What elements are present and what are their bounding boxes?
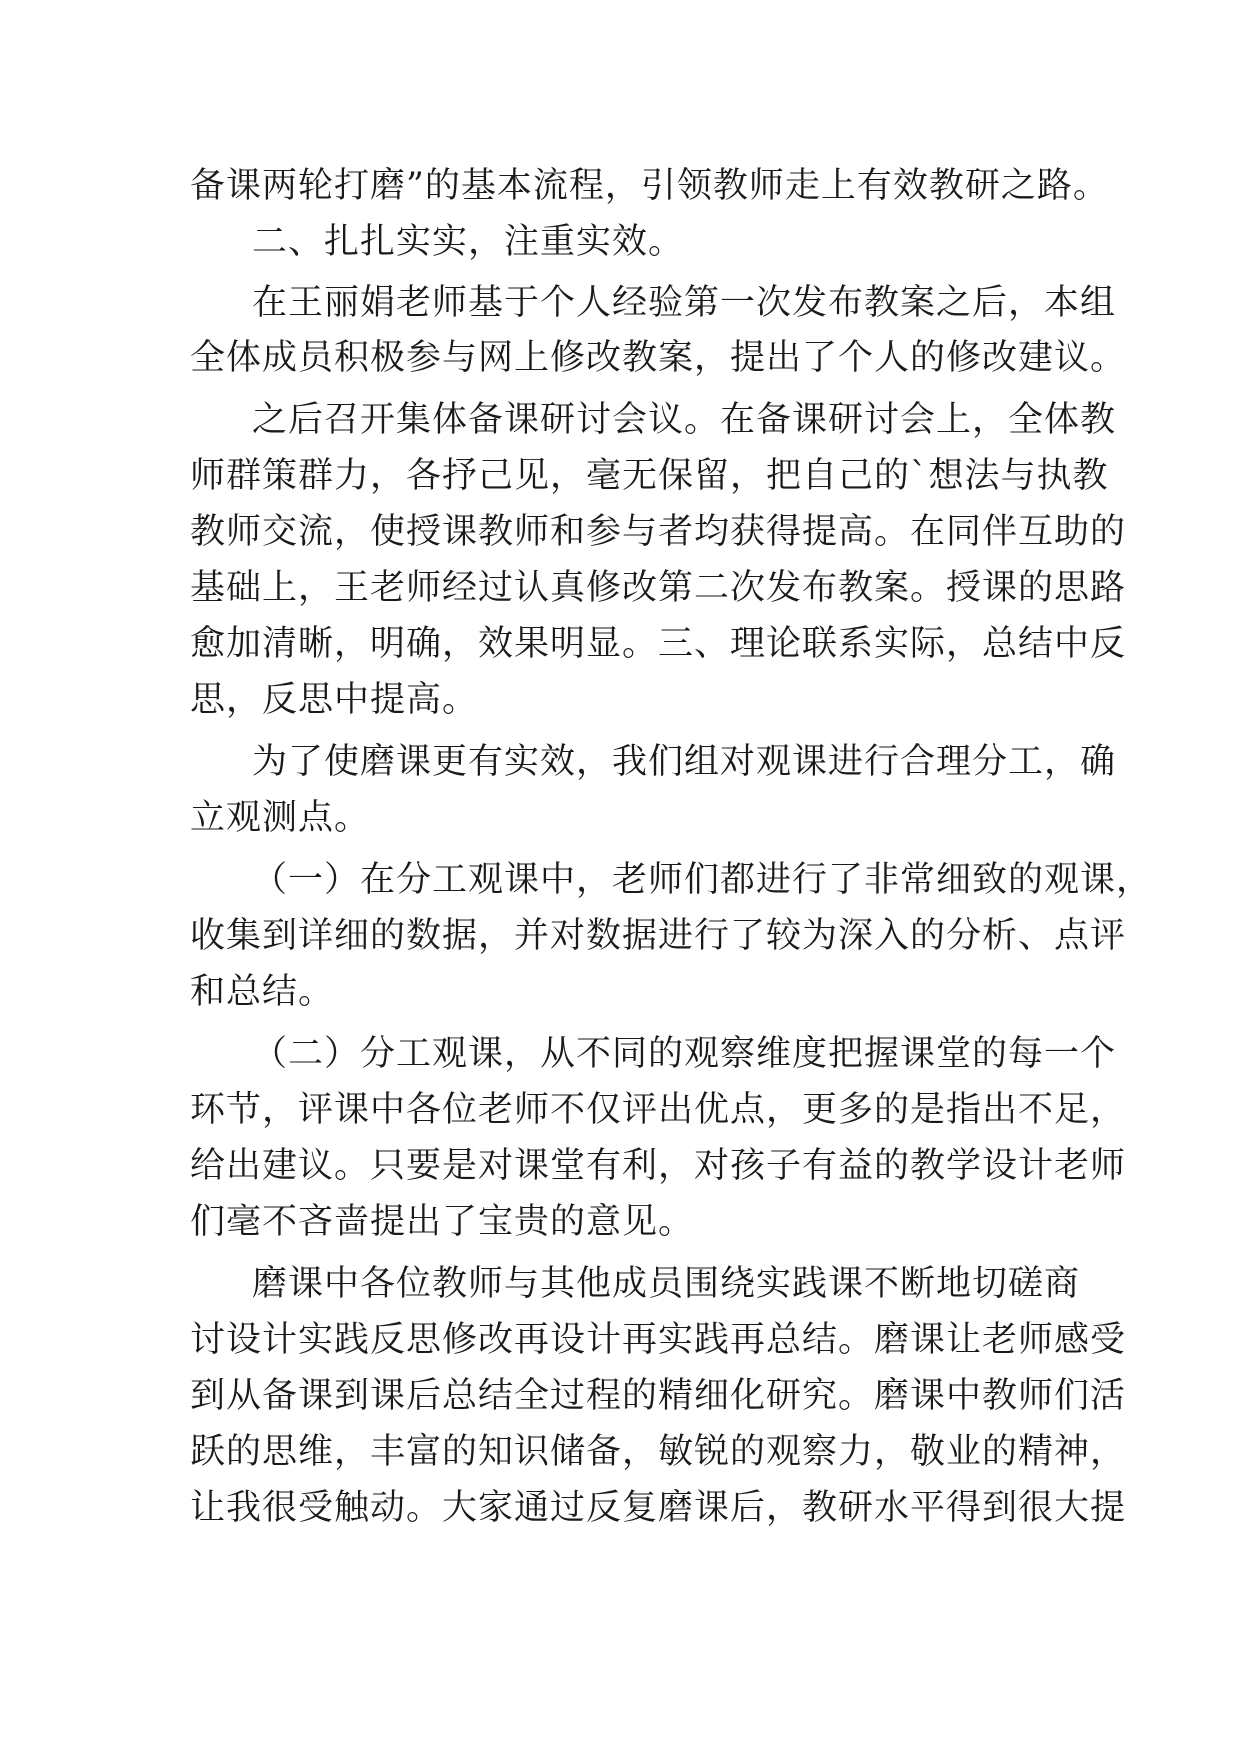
paragraph-line: 环节，评课中各位老师不仅评出优点，更多的是指出不足， [190,1090,1127,1130]
paragraph-line: 到从备课到课后总结全过程的精细化研究。磨课中教师们活 [190,1376,1127,1416]
paragraph-line: 在王丽娟老师基于个人经验第一次发布教案之后，本组 [252,283,1117,323]
paragraph-line: 基础上，王老师经过认真修改第二次发布教案。授课的思路 [190,568,1127,608]
paragraph-line: 全体成员积极参与网上修改教案，提出了个人的修改建议。 [190,338,1127,378]
paragraph-line: 为了使磨课更有实效，我们组对观课进行合理分工，确 [252,742,1117,782]
paragraph-line: 教师交流，使授课教师和参与者均获得提高。在同伴互助的 [190,512,1127,552]
paragraph-line: （一）在分工观课中，老师们都进行了非常细致的观课， [252,860,1153,900]
paragraph-line: 讨设计实践反思修改再设计再实践再总结。磨课让老师感受 [190,1320,1127,1360]
paragraph-line: 们毫不吝啬提出了宝贵的意见。 [190,1202,695,1242]
paragraph-line: 收集到详细的数据，并对数据进行了较为深入的分析、点评 [190,916,1127,956]
paragraph-line: 磨课中各位教师与其他成员围绕实践课不断地切磋商 [252,1264,1081,1304]
section-heading: 二、扎扎实实，注重实效。 [252,222,685,262]
paragraph-line: 让我很受触动。大家通过反复磨课后，教研水平得到很大提 [190,1488,1127,1528]
paragraph-line: 思，反思中提高。 [190,680,479,720]
paragraph-line: 之后召开集体备课研讨会议。在备课研讨会上，全体教 [252,400,1117,440]
paragraph-line: 和总结。 [190,972,335,1012]
paragraph-line: 立观测点。 [190,798,371,838]
paragraph-line: （二）分工观课，从不同的观察维度把握课堂的每一个 [252,1034,1117,1074]
paragraph-line: 师群策群力，各抒己见，毫无保留，把自己的`想法与执教 [190,456,1109,496]
paragraph-line: 跃的思维，丰富的知识储备，敏锐的观察力，敬业的精神， [190,1432,1127,1472]
paragraph-line: 愈加清晰，明确，效果明显。三、理论联系实际，总结中反 [190,624,1127,664]
paragraph-line: 备课两轮打磨”的基本流程，引领教师走上有效教研之路。 [190,166,1109,206]
paragraph-line: 给出建议。只要是对课堂有利，对孩子有益的教学设计老师 [190,1146,1127,1186]
